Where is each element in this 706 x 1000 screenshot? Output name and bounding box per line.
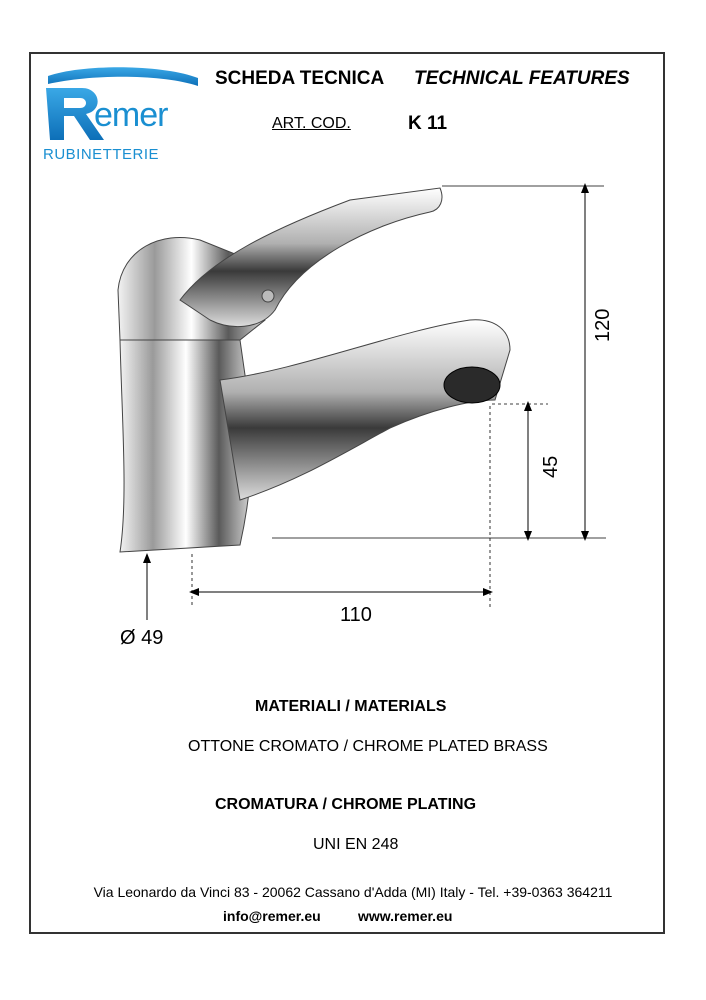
dimension-height-total: 120	[592, 308, 614, 342]
logo-wordmark-icon	[94, 96, 214, 136]
materials-heading: MATERIALI / MATERIALS	[255, 698, 447, 715]
art-code-label: ART. COD.	[272, 115, 351, 132]
svg-text:emer: emer	[94, 96, 168, 134]
dimension-reach: 110	[340, 604, 372, 626]
title-english: TECHNICAL FEATURES	[414, 68, 630, 89]
dimension-height-spout: 45	[540, 455, 562, 478]
title-italian: SCHEDA TECNICA	[215, 68, 385, 89]
footer-address: Via Leonardo da Vinci 83 - 20062 Cassano d'Adda (MI) Italy - Tel. +39-0363 364211	[93, 884, 613, 900]
faucet-spout	[220, 320, 510, 500]
plating-heading: CROMATURA / CHROME PLATING	[215, 796, 477, 813]
plating-value: UNI EN 248	[313, 836, 399, 853]
footer-email[interactable]: info@remer.eu	[223, 908, 321, 924]
materials-value: OTTONE CROMATO / CHROME PLATED BRASS	[188, 738, 548, 755]
faucet-drawing	[100, 170, 620, 640]
aerator	[444, 367, 500, 403]
art-code-value: K 11	[408, 113, 448, 134]
temperature-indicator	[262, 290, 274, 302]
brand-subtitle: RUBINETTERIE	[43, 146, 160, 163]
footer-website[interactable]: www.remer.eu	[358, 908, 453, 924]
dimension-diameter: Ø 49	[120, 627, 164, 649]
